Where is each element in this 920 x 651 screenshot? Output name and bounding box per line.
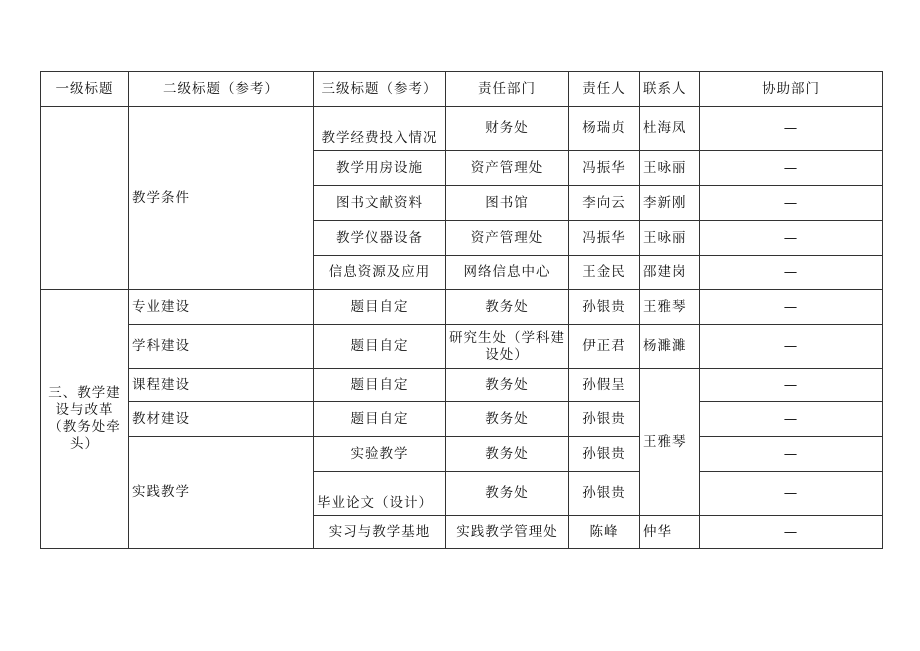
header-row	[41, 72, 883, 107]
level2-cell: 课程建设	[129, 369, 314, 402]
level2-cell: 教学条件	[129, 107, 314, 290]
dept-cell: 资产管理处	[446, 151, 569, 186]
dept-cell: 教务处	[446, 290, 569, 325]
dept-cell: 网络信息中心	[446, 256, 569, 290]
person-cell: 孙银贵	[569, 437, 640, 472]
level3-cell: 题目自定	[314, 290, 446, 325]
dept-cell: 教务处	[446, 369, 569, 402]
contact-cell: 王雅琴	[640, 290, 700, 325]
level3-cell: 题目自定	[314, 325, 446, 369]
assist-cell: —	[700, 516, 883, 549]
dept-cell: 研究生处（学科建设处）	[446, 325, 569, 369]
header-level1: 一级标题	[41, 72, 129, 107]
assist-cell: —	[700, 221, 883, 256]
dept-cell: 教务处	[446, 402, 569, 437]
person-cell: 孙银贵	[569, 472, 640, 516]
person-cell: 孙银贵	[569, 290, 640, 325]
person-cell: 李向云	[569, 186, 640, 221]
dept-cell: 资产管理处	[446, 221, 569, 256]
table-row	[41, 107, 883, 151]
contact-cell: 王咏丽	[640, 151, 700, 186]
header-level2: 二级标题（参考）	[129, 72, 314, 107]
person-cell: 伊正君	[569, 325, 640, 369]
level3-cell: 实验教学	[314, 437, 446, 472]
header-person: 责任人	[569, 72, 640, 107]
header-dept: 责任部门	[446, 72, 569, 107]
assist-cell: —	[700, 107, 883, 151]
level2-cell: 学科建设	[129, 325, 314, 369]
person-cell: 孙假呈	[569, 369, 640, 402]
contact-cell-merged: 王雅琴	[640, 369, 700, 516]
assist-cell: —	[700, 256, 883, 290]
contact-cell: 仲华	[640, 516, 700, 549]
level3-cell: 图书文献资料	[314, 186, 446, 221]
dept-cell: 教务处	[446, 472, 569, 516]
contact-cell: 邵建岗	[640, 256, 700, 290]
level2-cell: 专业建设	[129, 290, 314, 325]
level1-cell	[41, 107, 129, 290]
person-cell: 杨瑞贞	[569, 107, 640, 151]
person-cell: 陈峰	[569, 516, 640, 549]
table-row	[41, 369, 883, 402]
assist-cell: —	[700, 151, 883, 186]
header-level3: 三级标题（参考）	[314, 72, 446, 107]
person-cell: 王金民	[569, 256, 640, 290]
level2-cell: 教材建设	[129, 402, 314, 437]
assist-cell: —	[700, 472, 883, 516]
level2-cell: 实践教学	[129, 437, 314, 549]
table-row	[41, 437, 883, 472]
assist-cell: —	[700, 437, 883, 472]
table-row	[41, 290, 883, 325]
level3-cell: 毕业论文（设计）	[314, 472, 446, 516]
level3-cell: 题目自定	[314, 402, 446, 437]
level1-cell: 三、教学建设与改革（教务处牵头）	[41, 290, 129, 549]
responsibility-table	[40, 71, 883, 549]
level3-cell: 实习与教学基地	[314, 516, 446, 549]
dept-cell: 教务处	[446, 437, 569, 472]
contact-cell: 杨濉濉	[640, 325, 700, 369]
level3-cell: 教学用房设施	[314, 151, 446, 186]
dept-cell: 实践教学管理处	[446, 516, 569, 549]
dept-cell: 图书馆	[446, 186, 569, 221]
level3-cell: 教学经费投入情况	[314, 107, 446, 151]
person-cell: 冯振华	[569, 221, 640, 256]
dept-cell: 财务处	[446, 107, 569, 151]
assist-cell: —	[700, 402, 883, 437]
person-cell: 孙银贵	[569, 402, 640, 437]
assist-cell: —	[700, 290, 883, 325]
person-cell: 冯振华	[569, 151, 640, 186]
assist-cell: —	[700, 325, 883, 369]
table-row	[41, 402, 883, 437]
level3-cell: 教学仪器设备	[314, 221, 446, 256]
header-contact: 联系人	[640, 72, 700, 107]
level3-cell: 题目自定	[314, 369, 446, 402]
contact-cell: 杜海凤	[640, 107, 700, 151]
header-assist: 协助部门	[700, 72, 883, 107]
contact-cell: 李新刚	[640, 186, 700, 221]
assist-cell: —	[700, 369, 883, 402]
level3-cell: 信息资源及应用	[314, 256, 446, 290]
table-row	[41, 325, 883, 369]
contact-cell: 王咏丽	[640, 221, 700, 256]
assist-cell: —	[700, 186, 883, 221]
